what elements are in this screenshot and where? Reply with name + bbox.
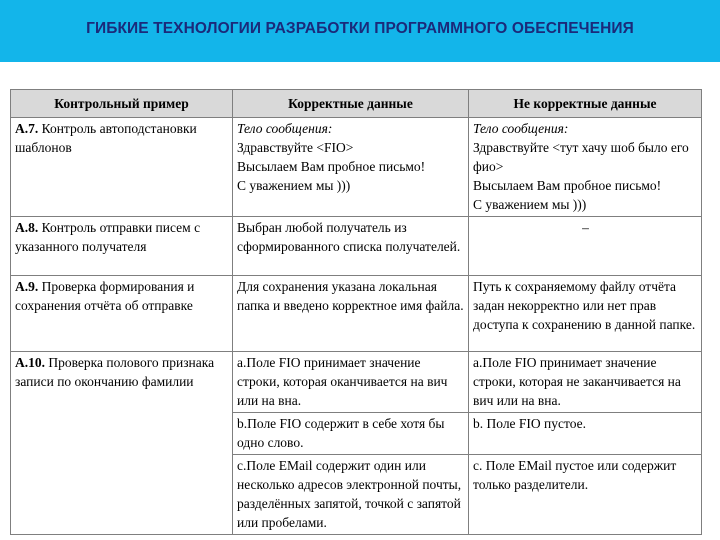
case-description: Контроль автоподстановки шаблонов: [15, 121, 197, 155]
correct-data-cell: [233, 118, 469, 217]
table-row: [11, 118, 702, 217]
case-description: Проверка формирования и сохранения отчёта об отправке: [15, 279, 195, 313]
column-header-case: Контрольный пример: [11, 90, 233, 118]
case-cell: [11, 217, 233, 276]
case-id: А.9.: [15, 279, 39, 294]
incorrect-data-cell: Путь к сохраняемому файлу отчёта задан некорректно или нет прав доступа к сохранению в данной папке.: [469, 276, 702, 352]
table-row: [11, 352, 702, 413]
incorrect-data-cell: a.Поле FIO принимает значение строки, которая не заканчивается на вич или на вна.: [469, 352, 702, 413]
case-id: А.8.: [15, 220, 39, 235]
case-description: Контроль отправки писем с указанного получателя: [15, 220, 201, 254]
empty-value-dash: –: [582, 220, 589, 235]
correct-data-cell: Для сохранения указана локальная папка и введено корректное имя файла.: [233, 276, 469, 352]
correct-data-cell: Выбран любой получатель из сформированного списка получателей.: [233, 217, 469, 276]
message-body-label: Тело сообщения:: [473, 121, 569, 136]
message-line: Высылаем Вам пробное письмо!: [237, 159, 426, 174]
message-line: Здравствуйте <тут хачу шоб было его фио>: [473, 140, 689, 174]
case-id: А.10.: [15, 355, 45, 370]
message-line: С уважением мы ))): [237, 178, 351, 193]
case-cell: [11, 352, 233, 535]
message-body-label: Тело сообщения:: [237, 121, 333, 136]
incorrect-data-cell: b. Поле FIO пустое.: [469, 413, 702, 455]
case-id: А.7.: [15, 121, 39, 136]
column-header-correct: Корректные данные: [233, 90, 469, 118]
header-bar: [0, 0, 720, 62]
test-case-table: [10, 89, 702, 535]
correct-data-cell: b.Поле FIO содержит в себе хотя бы одно слово.: [233, 413, 469, 455]
incorrect-data-cell: [469, 217, 702, 276]
column-header-incorrect: Не корректные данные: [469, 90, 702, 118]
table-header-row: [11, 90, 702, 118]
page-title: ГИБКИЕ ТЕХНОЛОГИИ РАЗРАБОТКИ ПРОГРАММНОГО ОБЕСПЕЧЕНИЯ: [86, 20, 634, 37]
table-row: [11, 217, 702, 276]
message-line: Высылаем Вам пробное письмо!: [473, 178, 662, 193]
table-row: [11, 276, 702, 352]
case-cell: [11, 118, 233, 217]
case-description: Проверка полового признака записи по окончанию фамилии: [15, 355, 215, 389]
incorrect-data-cell: c. Поле EMail пустое или содержит только разделители.: [469, 455, 702, 535]
message-line: Здравствуйте <FIO>: [237, 140, 354, 155]
incorrect-data-cell: [469, 118, 702, 217]
message-line: С уважением мы ))): [473, 197, 587, 212]
correct-data-cell: a.Поле FIO принимает значение строки, которая оканчивается на вич или на вна.: [233, 352, 469, 413]
case-cell: [11, 276, 233, 352]
correct-data-cell: c.Поле EMail содержит один или несколько адресов электронной почты, разделённых запятой, точкой с запятой или пробелами.: [233, 455, 469, 535]
